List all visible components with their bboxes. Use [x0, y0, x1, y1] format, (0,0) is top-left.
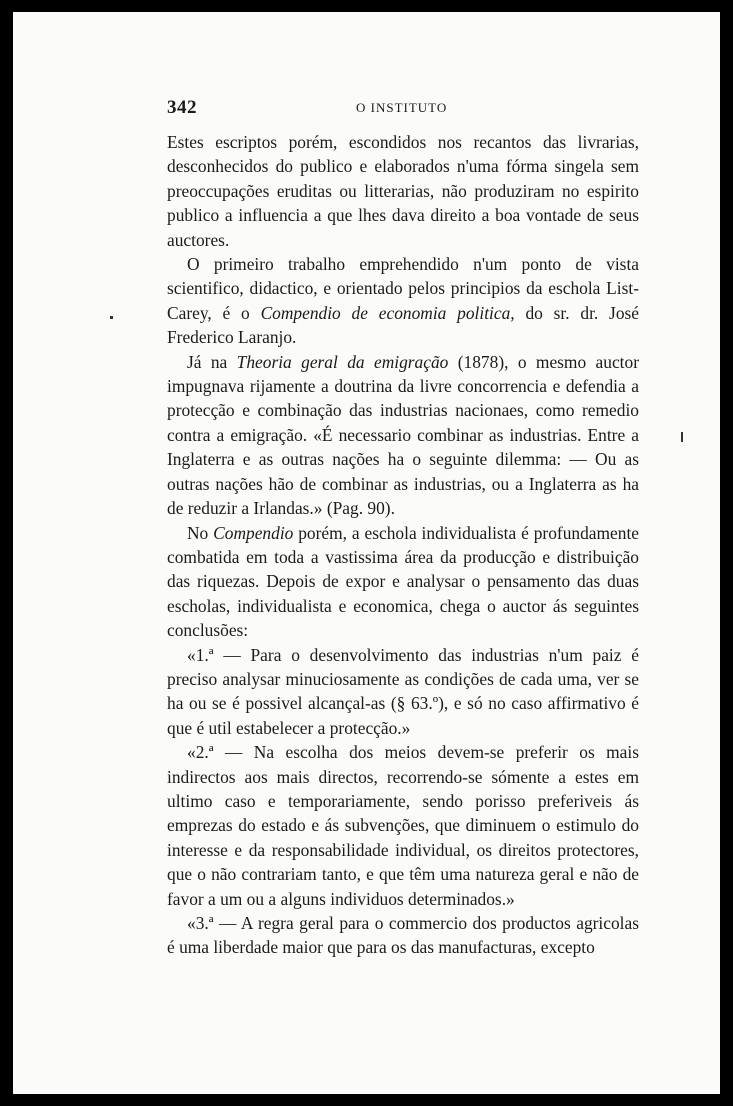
margin-mark [681, 432, 683, 442]
text-run: No [187, 522, 214, 543]
body-text [167, 130, 639, 960]
margin-mark [110, 316, 113, 319]
text-run: «2.ª — Na escolha dos meios devem-se preferir os mais indirectos aos mais directos, recorrendo-se sómente a estes em ultimo caso e temporariamente, sendo porisso preferiveis ás emprezas do estado e ás subvenções, que diminuem o estimulo do interesse e da responsabilidade individual, os direitos protectores, que o não contrariam tanto, e que têm uma natureza geral e não de favor a um ou a alguns individuos determinados.» [167, 742, 639, 909]
running-title: O INSTITUTO [356, 100, 448, 115]
paragraph [167, 643, 639, 741]
book-title-italic: Compendio de economia politica, [260, 302, 515, 323]
book-title-italic: Compendio [213, 522, 294, 543]
paragraph [167, 911, 639, 960]
text-run: «1.ª — Para o desenvolvimento das industrias n'um paiz é preciso analysar minuciosamente as condições de cada uma, ver se ha ou se é possivel alcançal-as (§ 63.º), e só no caso affirmativo é que é util estabelecer a protecção.» [167, 644, 639, 738]
text-run: O primeiro trabalho emprehendido n'um ponto de vista scientifico, didactico, e orientado pelos principios da eschola List-Carey, é o [167, 254, 639, 323]
paragraph [167, 740, 639, 911]
text-run: Já na [187, 351, 237, 372]
book-title-italic: Theoria geral da emigração [236, 351, 449, 372]
text-run: do sr. dr. José Frederico Laranjo. [167, 302, 640, 348]
paragraph [167, 521, 639, 643]
paragraph [167, 252, 639, 350]
page-number: 342 [167, 97, 197, 118]
paragraph [167, 350, 639, 521]
page-header [167, 97, 639, 121]
text-run: «3.ª — A regra geral para o commercio dos productos agricolas é uma liberdade maior que para os das manufacturas, excepto [167, 913, 639, 958]
text-run: (1878), o mesmo auctor impugnava rijamente a doutrina da livre concorrencia e defendia a protecção e combinação das industrias nacionaes, como remedio contra a emigração. «É necessario combinar as industrias. Entre a Inglaterra e as outras nações ha o seguinte dilemma: — Ou as outras nações hão de combinar as industrias, ou a Inglaterra as ha de reduzir a Irlandas.» (Pag. 90). [167, 351, 639, 519]
text-run: porém, a eschola individualista é profundamente combatida em toda a vastissima área da producção e distribuição das riquezas. Depois de expor e analysar o pensamento das duas escholas, individualista e economica, chega o auctor ás seguintes conclusões: [167, 522, 639, 641]
text-run: Estes escriptos porém, escondidos nos recantos das livrarias, desconhecidos do publico e elaborados n'uma fórma singela sem preoccupações eruditas ou litterarias, não produziram no espirito publico a influencia a que lhes dava direito a boa vontade de seus auctores. [167, 132, 639, 250]
paragraph [167, 130, 639, 252]
